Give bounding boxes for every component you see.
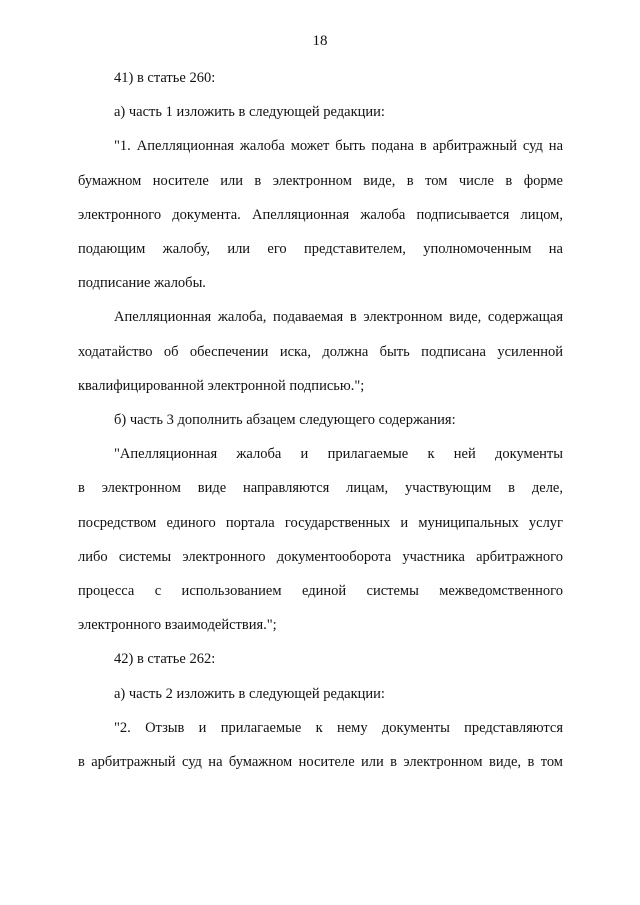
text-line: "Апелляционная жалоба и прилагаемые к ней документы bbox=[114, 446, 563, 463]
text-line: Апелляционная жалоба, подаваемая в электронном виде, содержащая bbox=[114, 309, 563, 326]
text-line: в электронном виде направляются лицам, участвующим в деле, bbox=[78, 480, 563, 497]
text-line: подписание жалобы. bbox=[78, 275, 206, 292]
text-line: электронного взаимодействия."; bbox=[78, 617, 277, 634]
text-line: а) часть 2 изложить в следующей редакции: bbox=[114, 685, 385, 702]
text-line: процесса с использованием единой системы межведомственного bbox=[78, 583, 563, 600]
text-line: "2. Отзыв и прилагаемые к нему документы представляются bbox=[114, 719, 563, 736]
text-line: 42) в статье 262: bbox=[114, 651, 216, 668]
text-line: "1. Апелляционная жалоба может быть подана в арбитражный суд на bbox=[114, 138, 563, 155]
text-line: посредством единого портала государственных и муниципальных услуг bbox=[78, 514, 563, 531]
text-line: б) часть 3 дополнить абзацем следующего содержания: bbox=[114, 412, 456, 429]
text-line: а) часть 1 изложить в следующей редакции: bbox=[114, 104, 385, 121]
page-number: 18 bbox=[312, 33, 328, 49]
text-line: электронного документа. Апелляционная жалоба подписывается лицом, bbox=[78, 206, 563, 223]
text-line: ходатайство об обеспечении иска, должна быть подписана усиленной bbox=[78, 343, 563, 360]
text-line: квалифицированной электронной подписью."; bbox=[78, 377, 365, 394]
text-line: 41) в статье 260: bbox=[114, 70, 216, 86]
text-line: либо системы электронного документооборота участника арбитражного bbox=[78, 548, 563, 565]
text-line: подающим жалобу, или его представителем, уполномоченным на bbox=[78, 241, 563, 258]
text-line: в арбитражный суд на бумажном носителе или в электронном виде, в том bbox=[78, 754, 563, 771]
document-body bbox=[78, 61, 563, 779]
text-line: бумажном носителе или в электронном виде, в том числе в форме bbox=[78, 172, 563, 189]
